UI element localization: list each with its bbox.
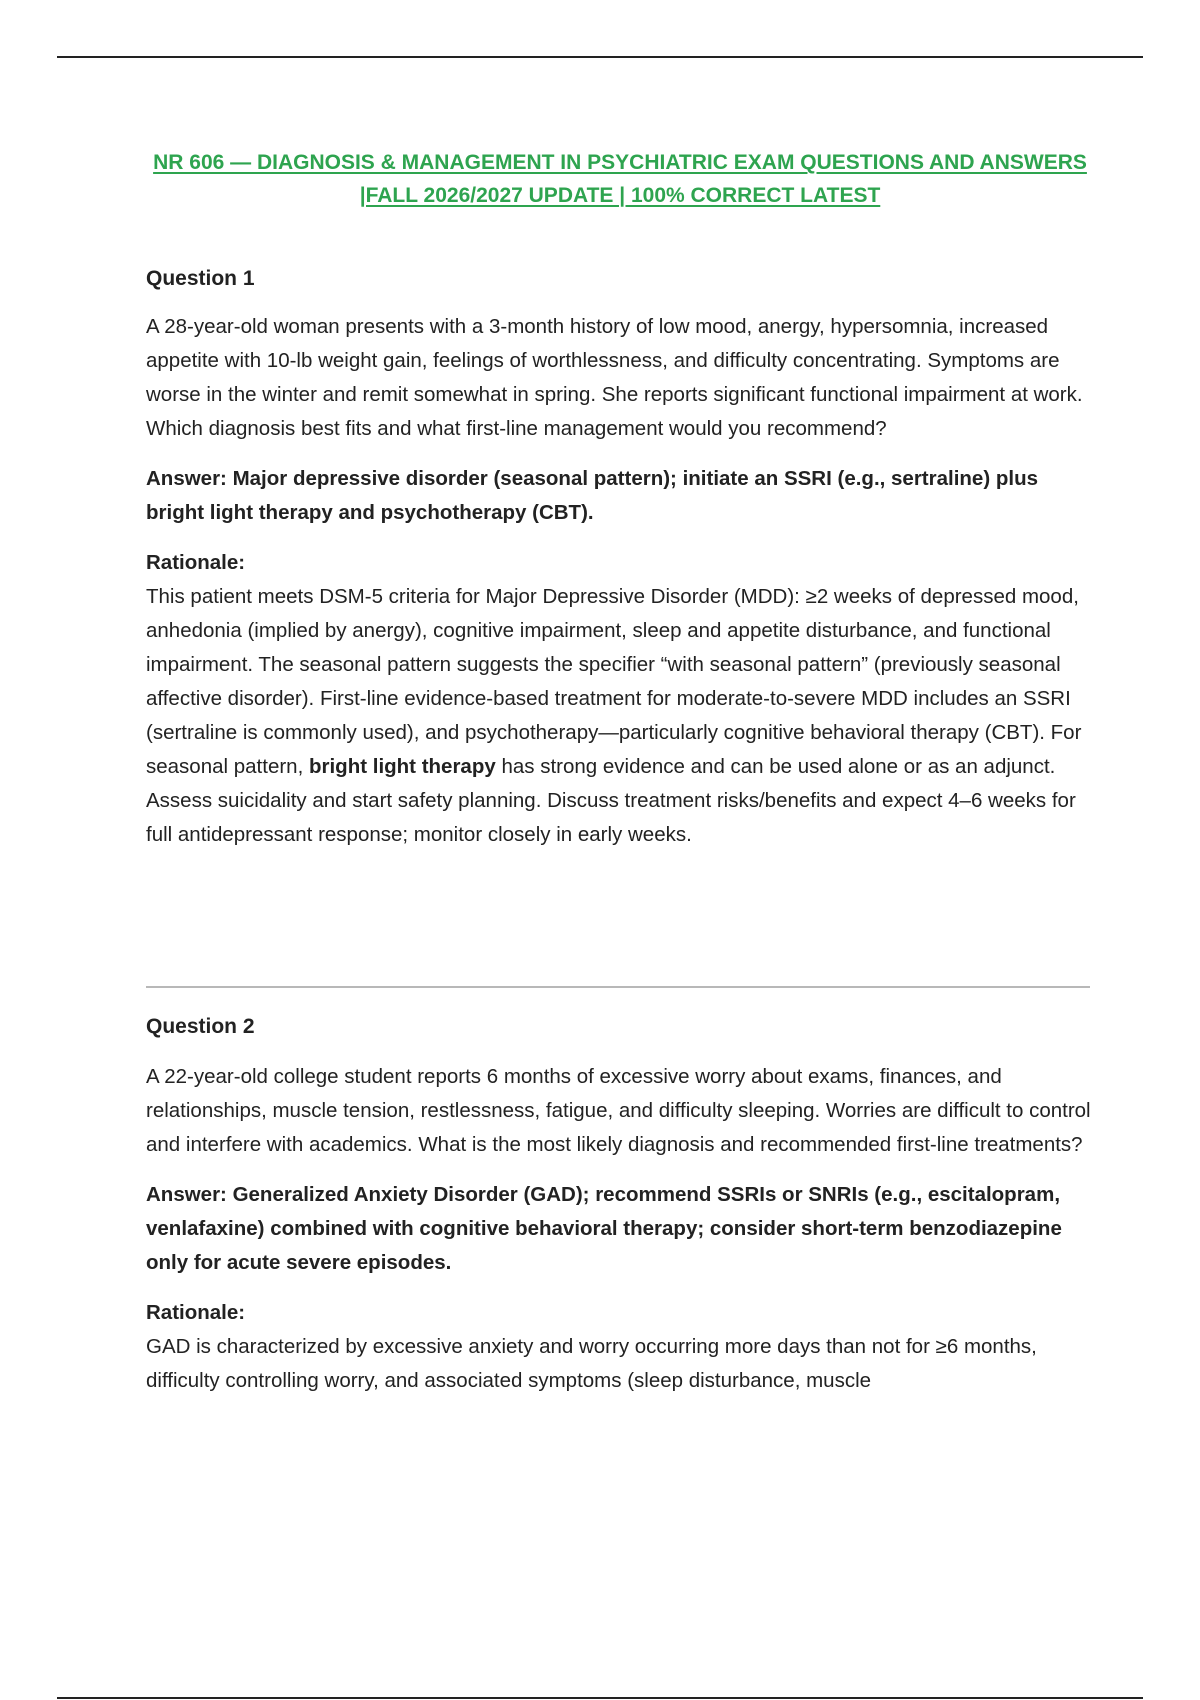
question-1-answer: Answer: Major depressive disorder (seasonal pattern); initiate an SSRI (e.g., sertraline) plus bright light therapy and psychotherapy (CBT). [146,467,1038,524]
question-2-text: A 22-year-old college student reports 6 months of excessive worry about exams, finances, and relationships, muscle tension, restlessness, fatigue, and difficulty sleeping. Worries are difficult to control and interfere with academics. What is the most likely diagnosis and recommended first-line treatments? [146,1065,1091,1156]
question-divider [146,986,1090,988]
question-1-rationale [146,580,1092,852]
question-1-text: A 28-year-old woman presents with a 3-month history of low mood, anergy, hypersomnia, increased appetite with 10-lb weight gain, feelings of worthlessness, and difficulty concentrating. Symptoms are worse in the winter and remit somewhat in spring. She reports significant functional impairment at work. Which diagnosis best fits and what first-line management would you recommend? [146,315,1083,440]
question-1-block [146,262,1092,852]
question-1-rationale-emphasis: bright light therapy [308,755,496,778]
question-2-block [146,1010,1092,1398]
page-top-rule [57,56,1143,58]
question-1-rationale-text-a: This patient meets DSM-5 criteria for Major Depressive Disorder (MDD): ≥2 weeks of depressed mood, anhedonia (implied by anergy), cognitive impairment, sleep and appetite disturbance, and functional impairment. The seasonal pattern suggests the specifier “with seasonal pattern” (previously seasonal affective disorder). First-line evidence-based treatment for moderate-to-severe MDD includes an SSRI (sertraline is commonly used), and psychotherapy—particularly cognitive behavioral therapy (CBT). For seasonal pattern, [146,585,1082,778]
question-1-rationale-text-b: has strong evidence and can be used alone or as an adjunct. Assess suicidality and start safety planning. Discuss treatment risks/benefits and expect 4–6 weeks for full antidepressant response; monitor closely in early weeks. [146,755,1076,846]
question-2-heading: Question 2 [146,1015,255,1038]
question-1-rationale-label: Rationale: [146,551,246,574]
question-2-answer: Answer: Generalized Anxiety Disorder (GAD); recommend SSRIs or SNRIs (e.g., escitalopram, venlafaxine) combined with cognitive behavioral therapy; consider short-term benzodiazepine only for acute severe episodes. [146,1183,1062,1274]
question-2-rationale: GAD is characterized by excessive anxiety and worry occurring more days than not for ≥6 months, difficulty controlling worry, and associated symptoms (sleep disturbance, muscle [146,1335,1037,1392]
document-title-line2: |FALL 2026/2027 UPDATE | 100% CORRECT LATEST [359,184,881,207]
page-bottom-rule [57,1697,1143,1699]
document-title [130,146,1110,212]
document-title-line1: NR 606 — DIAGNOSIS & MANAGEMENT IN PSYCHIATRIC EXAM QUESTIONS AND ANSWERS [153,151,1087,174]
question-1-heading: Question 1 [146,267,255,290]
question-2-rationale-label: Rationale: [146,1301,246,1324]
